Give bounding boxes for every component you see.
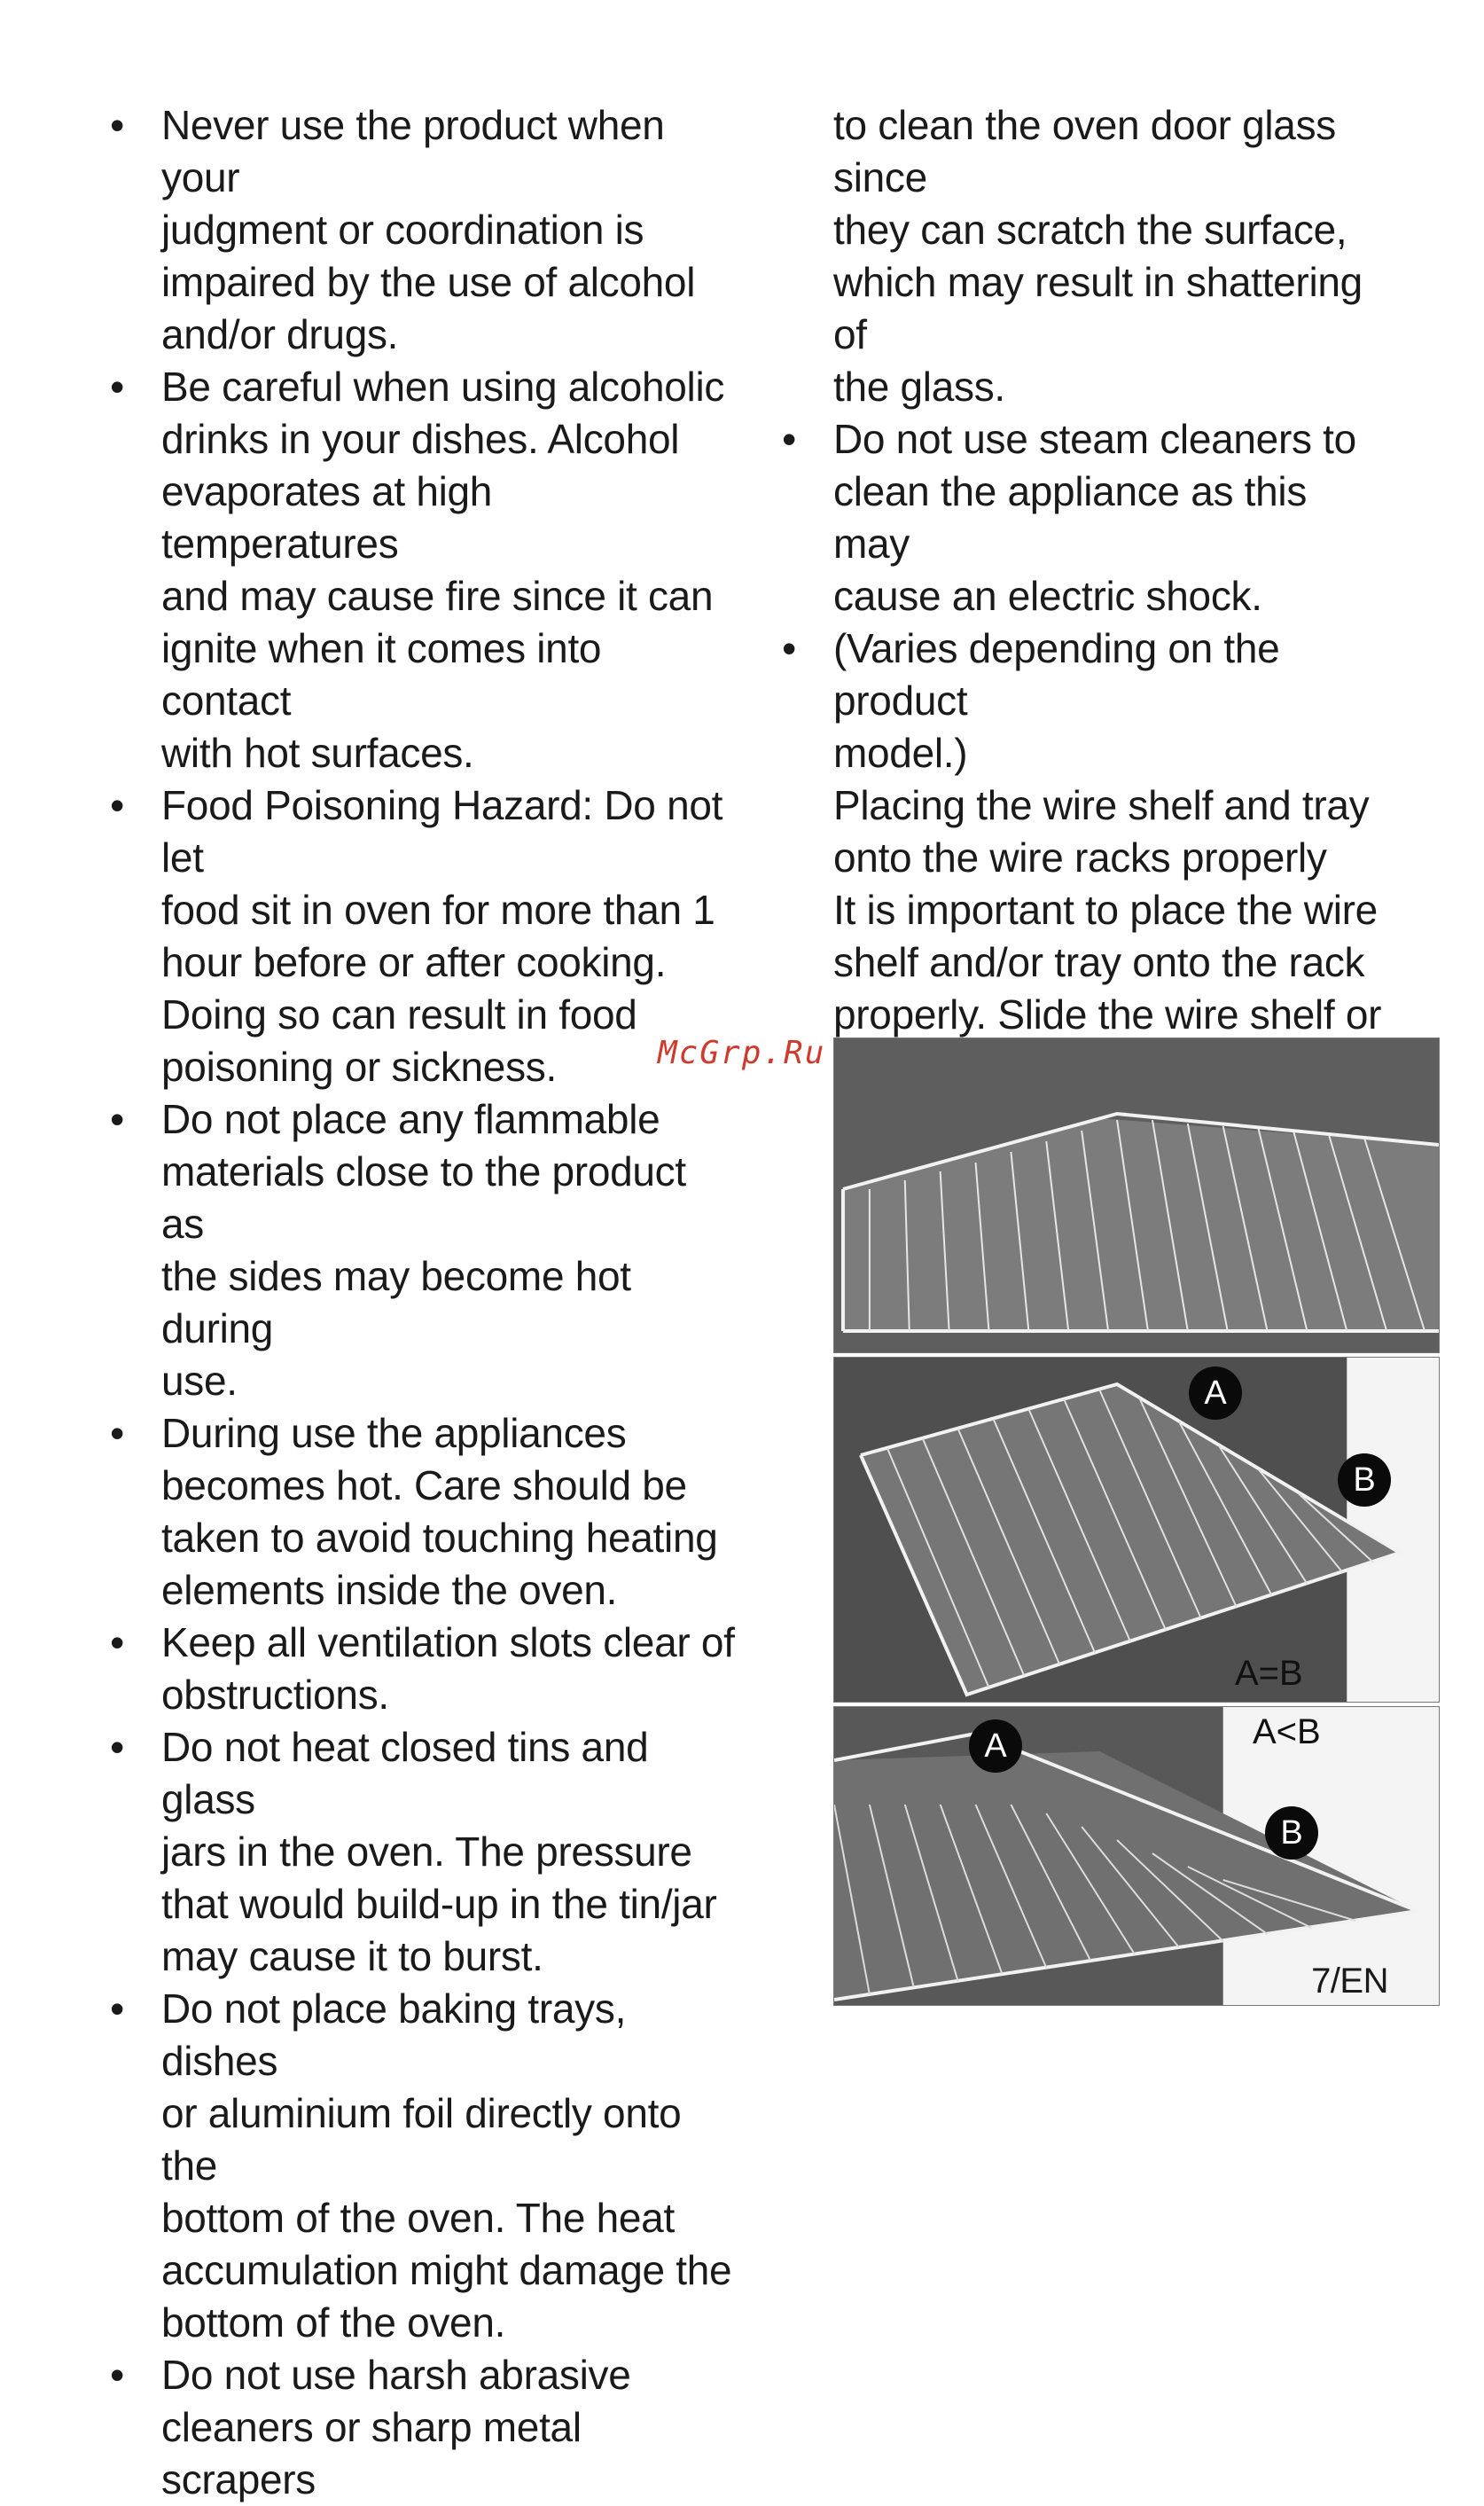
bullet-item-hot-appliance bbox=[99, 1407, 738, 1617]
line: elements inside the oven. bbox=[161, 1567, 618, 1613]
bullet-icon: • bbox=[110, 1619, 124, 1665]
bullet-item-closed-tins bbox=[99, 1721, 738, 1983]
line: Doing so can result in food bbox=[161, 991, 637, 1038]
bullet-icon: • bbox=[110, 1410, 124, 1456]
line: and may cause fire since it can bbox=[161, 573, 714, 619]
line: model.) bbox=[833, 730, 968, 776]
line: obstructions. bbox=[161, 1672, 389, 1718]
bullet-item-abrasive-cleaners bbox=[99, 2349, 738, 2506]
bullet-item-baking-trays bbox=[99, 1983, 738, 2349]
bullet-icon: • bbox=[782, 625, 796, 671]
left-column bbox=[99, 99, 738, 2506]
line: becomes hot. Care should be bbox=[161, 1462, 687, 1508]
line: cleaners or sharp metal scrapers bbox=[161, 2404, 582, 2502]
label-a-equals-b: A=B bbox=[1235, 1654, 1303, 1693]
line: food sit in oven for more than 1 bbox=[161, 887, 715, 933]
line: Never use the product when your bbox=[161, 102, 665, 200]
line: to clean the oven door glass since bbox=[833, 102, 1336, 200]
wire-shelf-drawing bbox=[834, 1358, 1439, 1702]
line: the sides may become hot during bbox=[161, 1253, 631, 1351]
bullet-item-food-poisoning bbox=[99, 779, 738, 1093]
line: Placing the wire shelf and tray bbox=[833, 782, 1370, 828]
bullet-icon: • bbox=[110, 364, 124, 410]
bullet-icon: • bbox=[110, 782, 124, 828]
line: Do not heat closed tins and glass bbox=[161, 1724, 649, 1822]
bullet-item-flammable-materials bbox=[99, 1093, 738, 1407]
line: Be careful when using alcoholic bbox=[161, 364, 725, 410]
bullet-icon: • bbox=[782, 416, 796, 462]
line: with hot surfaces. bbox=[161, 730, 474, 776]
line: Do not use steam cleaners to bbox=[833, 416, 1356, 462]
line: shelf and/or tray onto the rack bbox=[833, 939, 1365, 985]
marker-b-label: B bbox=[1338, 1453, 1391, 1507]
watermark: McGrp.Ru bbox=[658, 1035, 826, 1071]
bullet-item-ventilation-slots bbox=[99, 1617, 738, 1721]
marker-a-label: A bbox=[969, 1719, 1022, 1773]
line: Do not place baking trays, dishes bbox=[161, 1985, 627, 2084]
line: bottom of the oven. bbox=[161, 2299, 506, 2345]
line: materials close to the product as bbox=[161, 1148, 686, 1247]
line: or aluminium foil directly onto the bbox=[161, 2090, 682, 2189]
line: It is important to place the wire bbox=[833, 887, 1378, 933]
wire-shelf-photo-correct bbox=[833, 1357, 1440, 1703]
wire-shelf-drawing bbox=[834, 1707, 1439, 2005]
line: poisoning or sickness. bbox=[161, 1044, 557, 1090]
line: During use the appliances bbox=[161, 1410, 627, 1456]
bullet-item-steam-cleaners bbox=[771, 413, 1392, 623]
wire-shelf-photo-top bbox=[833, 1038, 1440, 1353]
continued-bullet-text bbox=[771, 99, 1392, 413]
line: taken to avoid touching heating bbox=[161, 1515, 718, 1561]
wire-shelf-figure bbox=[833, 1038, 1440, 2006]
line: impaired by the use of alcohol bbox=[161, 259, 696, 305]
line: Food Poisoning Hazard: Do not let bbox=[161, 782, 723, 881]
line: (Varies depending on the product bbox=[833, 625, 1280, 724]
line: properly. Slide the wire shelf or bbox=[833, 991, 1382, 1038]
wire-shelf-drawing bbox=[834, 1038, 1439, 1352]
line: clean the appliance as this may bbox=[833, 468, 1308, 567]
line: jars in the oven. The pressure bbox=[161, 1829, 692, 1875]
bullet-icon: • bbox=[110, 1724, 124, 1770]
line: that would build-up in the tin/jar bbox=[161, 1881, 717, 1927]
line: cause an electric shock. bbox=[833, 573, 1262, 619]
line: may cause it to burst. bbox=[161, 1933, 543, 1979]
line: Keep all ventilation slots clear of bbox=[161, 1619, 735, 1665]
bullet-icon: • bbox=[110, 1985, 124, 2032]
line: evaporates at high temperatures bbox=[161, 468, 493, 567]
bullet-icon: • bbox=[110, 2352, 124, 2398]
line: ignite when it comes into contact bbox=[161, 625, 602, 724]
line: which may result in shattering of bbox=[833, 259, 1363, 357]
bullet-item-alcohol-impairment bbox=[99, 99, 738, 361]
marker-b-label: B bbox=[1265, 1806, 1318, 1860]
line: and/or drugs. bbox=[161, 311, 399, 357]
line: hour before or after cooking. bbox=[161, 939, 667, 985]
page-number: 7/EN bbox=[1311, 1962, 1388, 2001]
line: use. bbox=[161, 1358, 238, 1404]
bullet-item-alcoholic-drinks bbox=[99, 361, 738, 779]
line: accumulation might damage the bbox=[161, 2247, 732, 2293]
line: Do not use harsh abrasive bbox=[161, 2352, 631, 2398]
label-a-less-than-b: A<B bbox=[1253, 1712, 1321, 1751]
line: the glass. bbox=[833, 364, 1005, 410]
line: judgment or coordination is bbox=[161, 207, 644, 253]
line: they can scratch the surface, bbox=[833, 207, 1347, 253]
line: bottom of the oven. The heat bbox=[161, 2195, 675, 2241]
line: onto the wire racks properly bbox=[833, 834, 1327, 881]
line: Do not place any flammable bbox=[161, 1096, 660, 1142]
bullet-icon: • bbox=[110, 102, 124, 148]
marker-a-label: A bbox=[1189, 1367, 1242, 1420]
line: drinks in your dishes. Alcohol bbox=[161, 416, 680, 462]
bullet-icon: • bbox=[110, 1096, 124, 1142]
